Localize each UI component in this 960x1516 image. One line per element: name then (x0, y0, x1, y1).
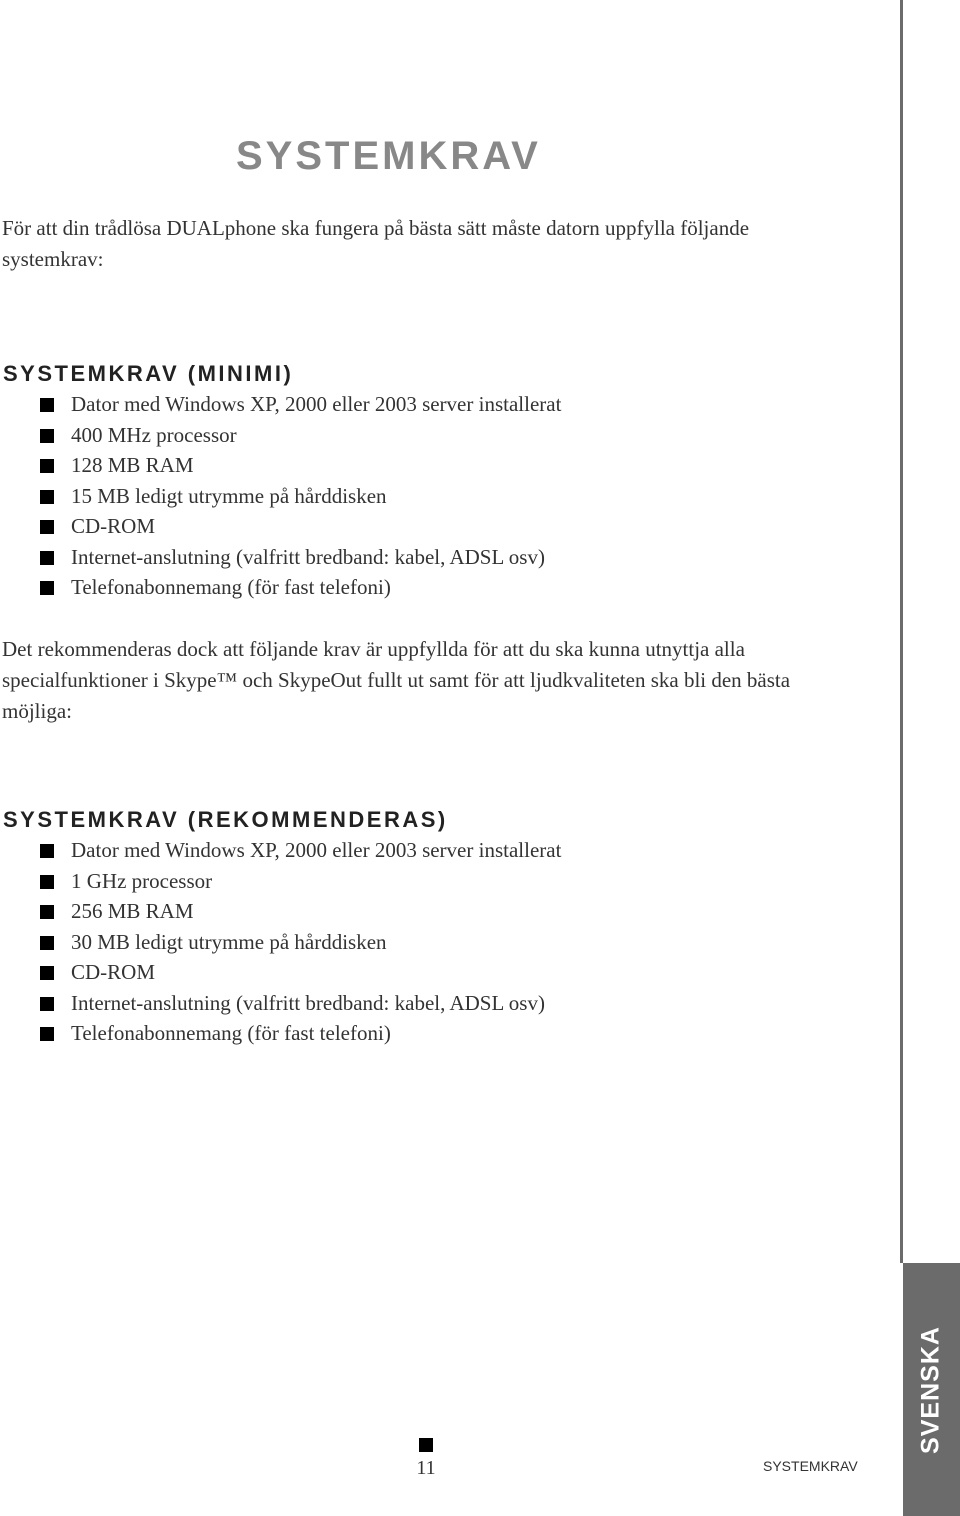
list-item-text: 15 MB ledigt utrymme på hårddisken (71, 483, 387, 508)
list-item-text: Dator med Windows XP, 2000 eller 2003 server installerat (71, 838, 562, 862)
square-bullet-icon (40, 905, 54, 919)
square-bullet-icon (40, 581, 54, 595)
recommendation-paragraph: Det rekommenderas dock att följande krav är uppfyllda för att du ska kunna utnyttja alla specialfunktioner i Skype™ och SkypeOut fullt ut samt för att ljudkvaliteten ska bli den bästa möjliga: (2, 637, 791, 723)
page-number: 11 (416, 1457, 436, 1479)
list-item-text: 128 MB RAM (71, 453, 194, 477)
square-bullet-icon (40, 429, 54, 443)
list-item-text: Telefonabonnemang (för fast telefoni) (71, 575, 391, 599)
side-rule (900, 0, 903, 1263)
list-item-text: Internet-anslutning (valfritt bredband: kabel, ADSL osv) (71, 990, 545, 1015)
square-bullet-icon (40, 398, 54, 412)
list-item-text: 1 GHz processor (71, 868, 213, 893)
square-bullet-icon (40, 844, 54, 858)
intro-paragraph: För att din trådlösa DUALphone ska fungera på bästa sätt måste datorn uppfylla följande systemkrav: (2, 216, 750, 271)
list-item-text: CD-ROM (71, 960, 156, 984)
square-bullet-icon (40, 875, 54, 889)
square-bullet-icon (40, 490, 54, 504)
footer-square-icon (419, 1438, 433, 1452)
minimum-requirements-heading: SYSTEMKRAV (MINIMI) (3, 361, 294, 386)
square-bullet-icon (40, 936, 54, 950)
square-bullet-icon (40, 997, 54, 1011)
square-bullet-icon (40, 459, 54, 473)
list-item-text: 30 MB ledigt utrymme på hårddisken (71, 929, 387, 954)
square-bullet-icon (40, 551, 54, 565)
page-title: SYSTEMKRAV (236, 134, 541, 178)
square-bullet-icon (40, 520, 54, 534)
language-tab-label: SVENSKA (916, 1326, 945, 1454)
list-item-text: Telefonabonnemang (för fast telefoni) (71, 1021, 391, 1045)
list-item-text: Internet-anslutning (valfritt bredband: kabel, ADSL osv) (71, 544, 545, 569)
square-bullet-icon (40, 1027, 54, 1041)
list-item-text: 256 MB RAM (71, 899, 194, 923)
footer-section-title: SYSTEMKRAV (763, 1458, 858, 1474)
list-item-text: CD-ROM (71, 514, 156, 538)
recommended-requirements-heading: SYSTEMKRAV (REKOMMENDERAS) (3, 807, 448, 832)
list-item-text: Dator med Windows XP, 2000 eller 2003 server installerat (71, 392, 562, 416)
square-bullet-icon (40, 966, 54, 980)
list-item-text: 400 MHz processor (71, 422, 237, 447)
